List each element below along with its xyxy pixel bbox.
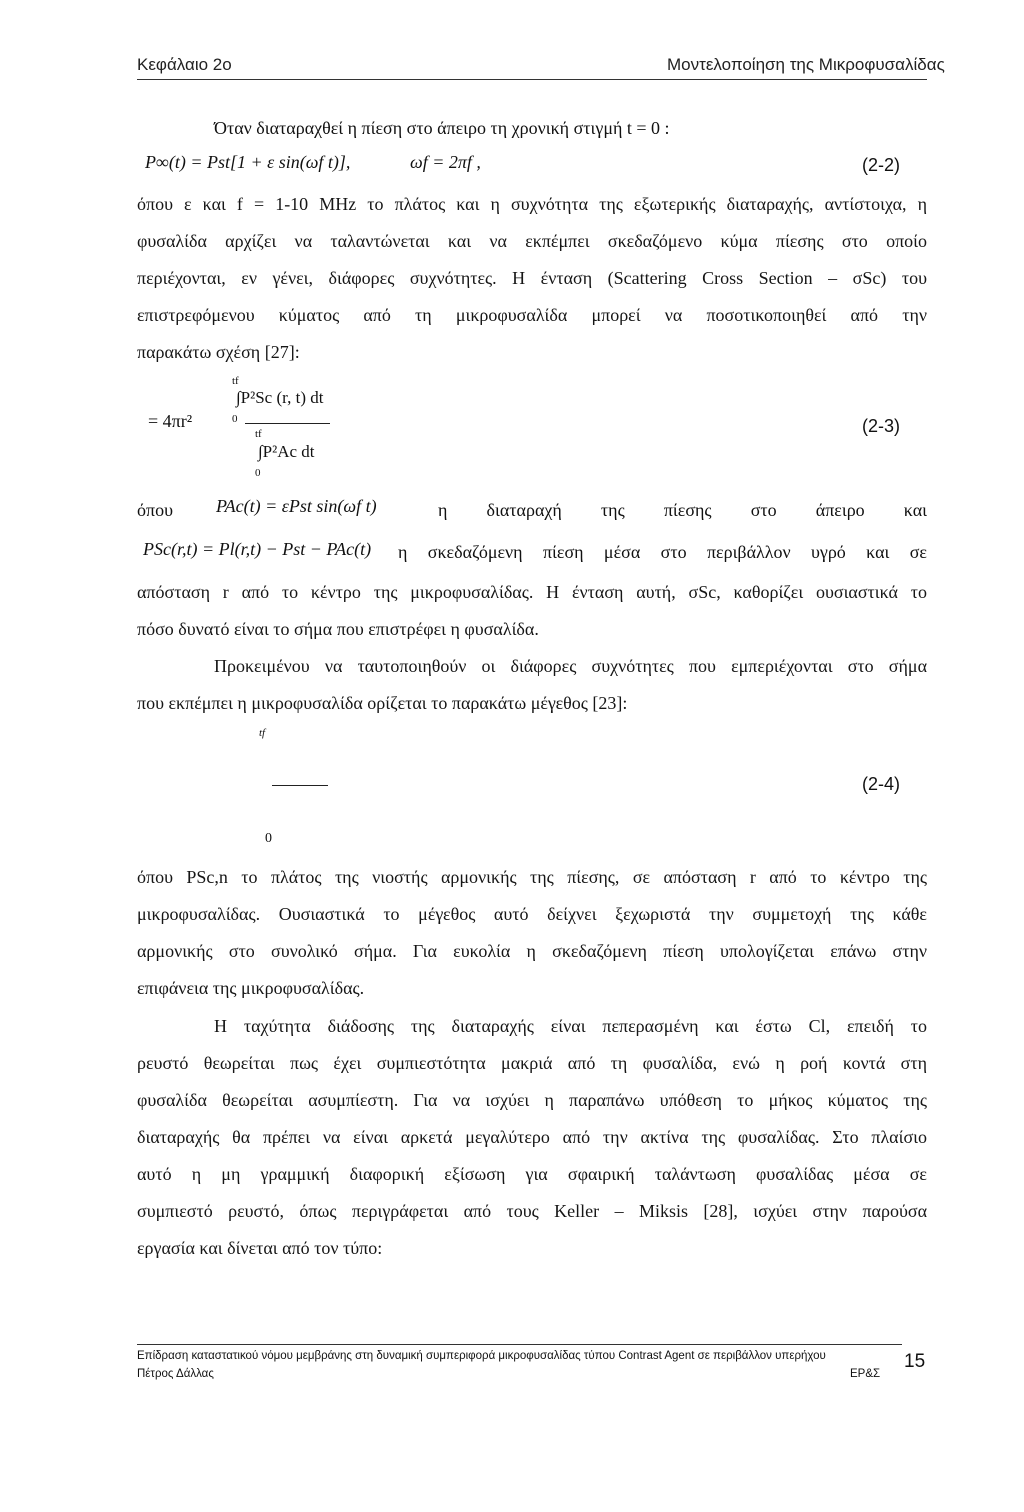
- para4-line4: διαταραχής θα πρέπει να είναι αρκετά μεγαλύτερο από την ακτίνα της φυσαλίδας. Στο πλαίσιο: [137, 1127, 927, 1147]
- eq23-numerator: ∫P²Sc (r, t) dt: [236, 388, 324, 407]
- para3-line4: επιφάνεια της μικροφυσαλίδας.: [137, 978, 365, 998]
- defs-line2-equation: PSc(r,t) = Pl(r,t) − Pst − PAc(t): [143, 539, 372, 559]
- para4-line3: φυσαλίδα θεωρείται ασυμπίεστη. Για να ισχύει η παραπάνω υπόθεση το μήκος κύματος της: [137, 1090, 927, 1110]
- eq24-lower-limit: 0: [265, 831, 272, 846]
- footer-department: ΕΡ&Σ: [850, 1368, 881, 1380]
- para4-line5: αυτό η μη γραμμική διαφορική εξίσωση για σφαιρική ταλάντωση φυσαλίδας μέσα σε: [137, 1164, 927, 1184]
- eq22-number: (2-2): [862, 155, 901, 175]
- eq23-number: (2-3): [862, 416, 901, 436]
- eq24-number: (2-4): [862, 774, 901, 794]
- defs-line3: απόσταση r από το κέντρο της μικροφυσαλίδας. Η ένταση αυτή, σSc, καθορίζει ουσιαστικά το: [137, 582, 927, 602]
- para2-line2: που εκπέμπει η μικροφυσαλίδα ορίζεται το παρακάτω μέγεθος [23]:: [137, 693, 628, 713]
- footer-author: Πέτρος Δάλλας: [137, 1368, 214, 1380]
- footer-rule: [137, 1344, 902, 1345]
- para4-line2: ρευστό θεωρείται πως έχει συμπιεστότητα μακριά από τη φυσαλίδα, ενώ η ροή κοντά στη: [137, 1053, 927, 1073]
- para4-line1: Η ταχύτητα διάδοσης της διαταραχής είναι πεπερασμένη και έστω Cl, επειδή το: [214, 1016, 927, 1036]
- eq24-upper-limit: tf: [259, 727, 266, 739]
- defs-line4: πόσο δυνατό είναι το σήμα που επιστρέφει η φυσαλίδα.: [137, 619, 539, 639]
- eq24-fraction-bar: [272, 785, 328, 786]
- para1-line5: παρακάτω σχέση [27]:: [137, 342, 300, 362]
- defs-line1-where: όπου: [137, 500, 173, 520]
- eq23-prefix: = 4πr²: [148, 411, 193, 431]
- eq23-denominator: ∫P²Ac dt: [258, 442, 315, 461]
- para2-line1: Προκειμένου να ταυτοποιηθούν οι διάφορες συχνότητες που εμπεριέχονται στο σήμα: [214, 656, 927, 676]
- para3-line2: μικροφυσαλίδας. Ουσιαστικά το μέγεθος αυτό δείχνει ξεχωριστά την συμμετοχή της κάθε: [137, 904, 927, 924]
- eq23-den-upper-limit: tf: [255, 428, 262, 440]
- para1-line2: φυσαλίδα αρχίζει να ταλαντώνεται και να εκπέμπει σκεδαζόμενο κύμα πίεσης στο οποίο: [137, 231, 927, 251]
- para3-line3: αρμονικής στο συνολικό σήμα. Για ευκολία η σκεδαζόμενη πίεση υπολογίζεται επάνω στην: [137, 941, 927, 961]
- para1-line4: επιστρεφόμενου κύματος από τη μικροφυσαλίδα μπορεί να ποσοτικοποιηθεί από την: [137, 305, 927, 325]
- eq23-num-lower-limit: 0: [232, 413, 238, 425]
- eq22-intro: Όταν διαταραχθεί η πίεση στο άπειρο τη χρονική στιγμή t = 0 :: [214, 118, 670, 138]
- para4-line7: εργασία και δίνεται από τον τύπο:: [137, 1238, 383, 1258]
- section-header: Μοντελοποίηση της Μικροφυσαλίδας: [667, 55, 945, 74]
- para3-line1: όπου PSc,n το πλάτος της νιοστής αρμονικής της πίεσης, σε απόσταση r από το κέντρο της: [137, 867, 927, 887]
- defs-line2-text: η σκεδαζόμενη πίεση μέσα στο περιβάλλον υγρό και σε: [398, 542, 927, 562]
- chapter-header: Κεφάλαιο 2ο: [137, 55, 232, 74]
- footer-thesis-title: Επίδραση καταστατικού νόμου μεμβράνης στη δυναμική συμπεριφορά μικροφυσαλίδας τύπου Contrast Agent σε περιβάλλον υπερήχου: [137, 1350, 826, 1362]
- eq23-den-lower-limit: 0: [255, 467, 261, 479]
- para1-line1: όπου ε και f = 1-10 MHz το πλάτος και η συχνότητα της εξωτερικής διαταραχής, αντίστοιχα, η: [137, 194, 927, 214]
- eq23-fraction-bar: [245, 423, 330, 424]
- defs-line1-equation: PAc(t) = εPst sin(ωf t): [216, 496, 377, 516]
- header-rule: [137, 79, 927, 80]
- eq22-lhs: P∞(t) = Pst[1 + ε sin(ωf t)],: [145, 152, 351, 172]
- para1-line3: περιέχονται, εν γένει, διάφορες συχνότητες. Η ένταση (Scattering Cross Section – σSc) του: [137, 268, 927, 288]
- para4-line6: συμπιεστό ρευστό, όπως περιγράφεται από τους Keller – Miksis [28], ισχύει στην παρούσα: [137, 1201, 927, 1221]
- defs-line1-text: η διαταραχή της πίεσης στο άπειρο και: [438, 500, 927, 520]
- eq22-rhs: ωf = 2πf ,: [410, 152, 481, 172]
- page-number: 15: [904, 1351, 926, 1372]
- eq23-num-upper-limit: tf: [232, 375, 239, 387]
